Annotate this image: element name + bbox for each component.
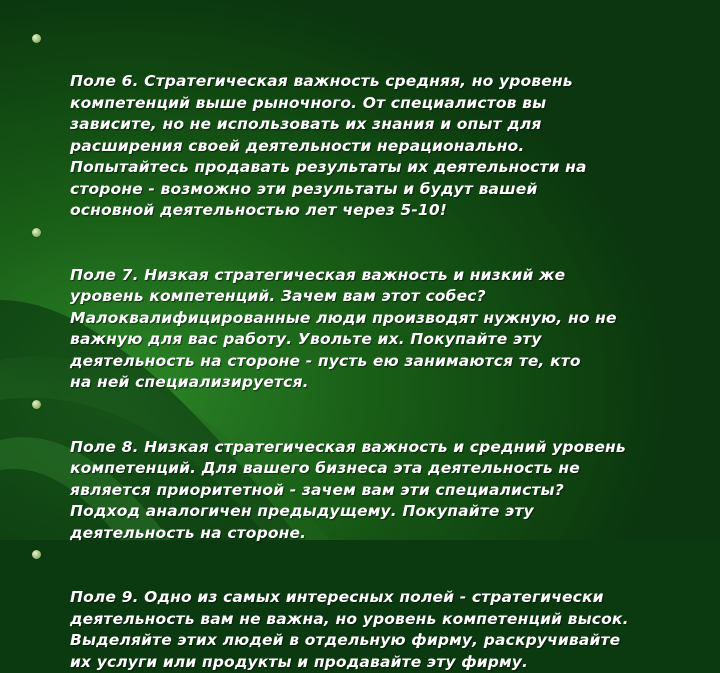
- bullet-text: Поле 9. Одно из самых интересных полей - стратегически деятельность вам не важна, но уровень компетенций высок. Выделяйте этих людей в отдельную фирму, раскручивайте их услуги или продукты и продавайте эту фирму.: [70, 588, 629, 671]
- bullet-dot-icon: [32, 400, 41, 409]
- bullet-text: Поле 7. Низкая стратегическая важность и низкий же уровень компетенций. Зачем вам этот собес? Малоквалифицированные люди производят нужную, но не важную для вас работу. Увольте их. Покупайте эту деятельность на стороне - пусть ею занимаются те, кто на ней специализируется.: [70, 265, 617, 391]
- bullet-text: Поле 8. Низкая стратегическая важность и средний уровень компетенций. Для вашего бизнеса эта деятельность не является приоритетной - зачем вам эти специалисты? Подход аналогичен предыдущему. Покупайте эту деятельность на стороне.: [70, 437, 626, 542]
- bullet-item-field-8: [30, 394, 694, 545]
- bullet-text: Поле 6. Стратегическая важность средняя, но уровень компетенций выше рыночного. От специалистов вы зависите, но не использовать их знания и опыт для расширения своей деятельности нерационально. Попытайтесь продавать результаты их деятельности на стороне - возможно эти результаты и будут вашей основной деятельностью лет через 5-10!: [70, 72, 587, 219]
- bullet-item-field-9: [30, 544, 694, 673]
- bullet-dot-icon: [32, 228, 41, 237]
- bullet-item-field-6: [30, 28, 694, 222]
- bullet-list: [30, 28, 694, 673]
- bullet-dot-icon: [32, 34, 41, 43]
- bullet-dot-icon: [32, 550, 41, 559]
- bullet-item-field-7: [30, 222, 694, 394]
